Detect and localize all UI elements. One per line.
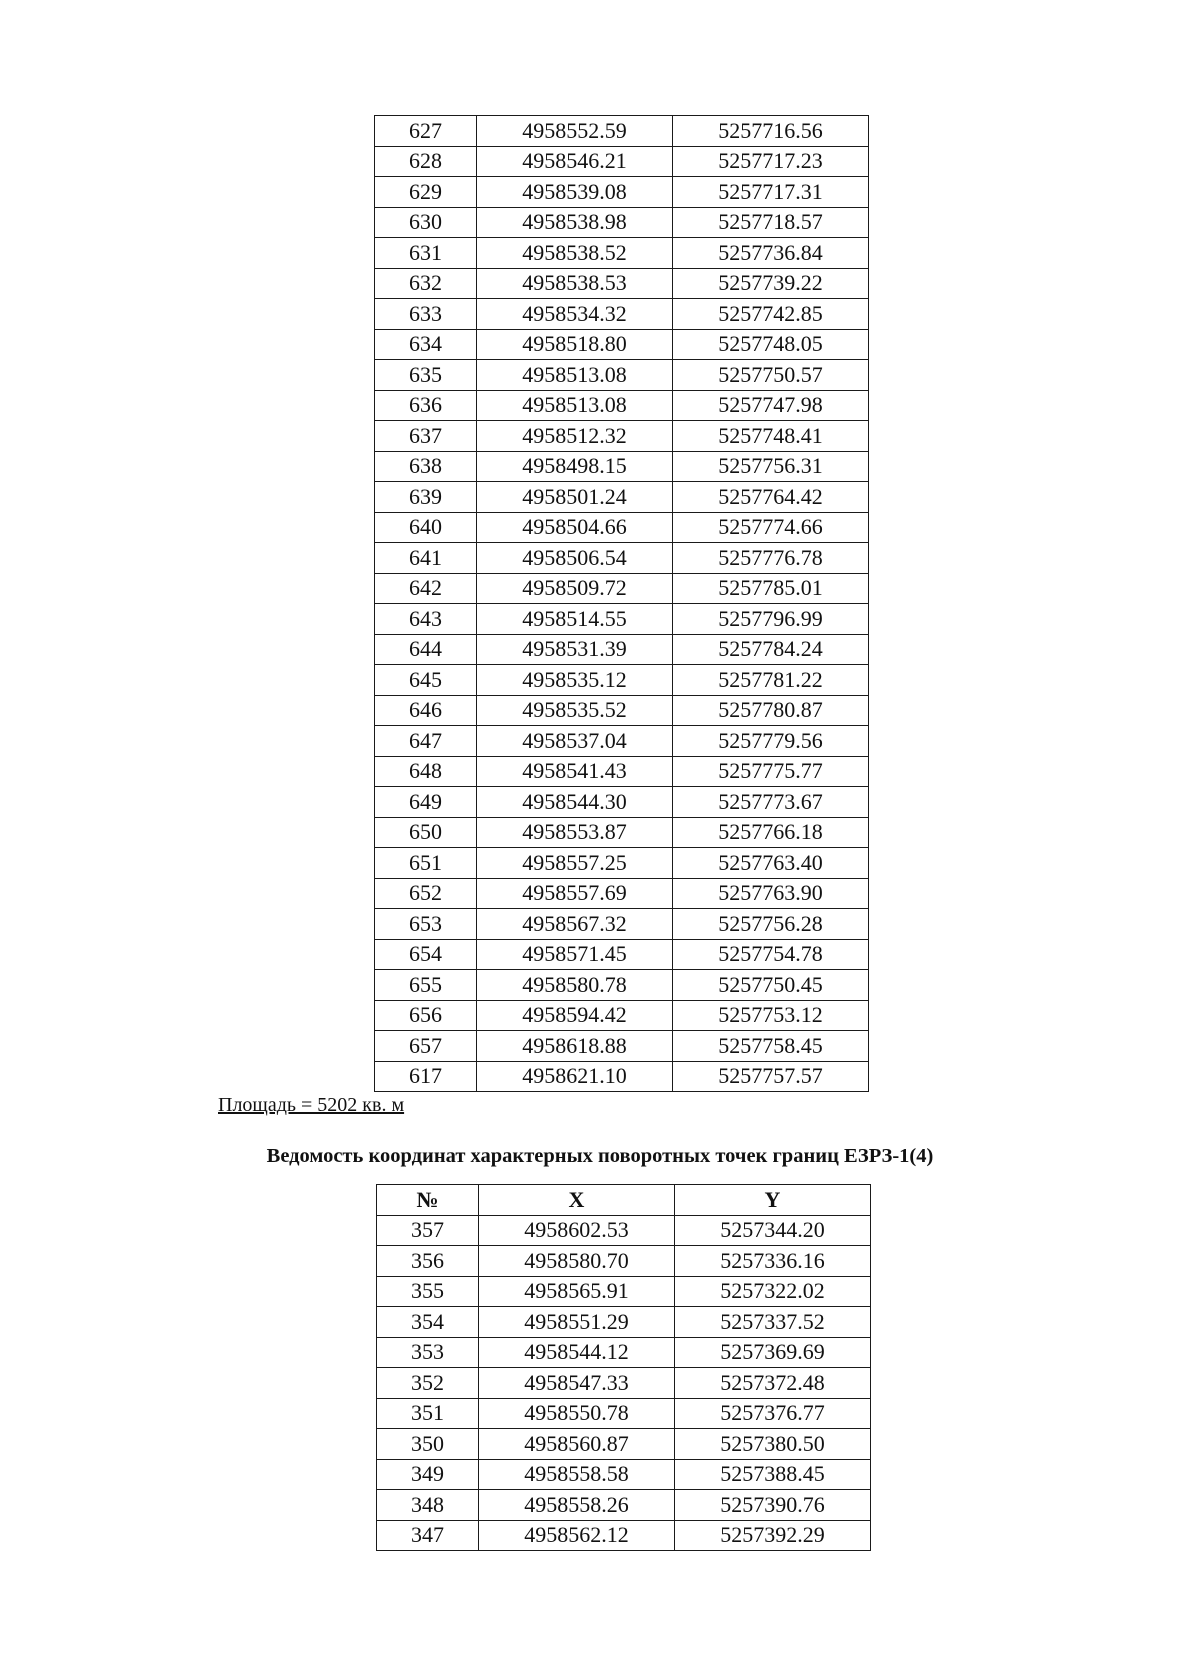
point-number-cell: 637	[375, 421, 477, 452]
x-coordinate-cell: 4958547.33	[479, 1368, 675, 1399]
x-coordinate-cell: 4958571.45	[477, 939, 673, 970]
x-coordinate-cell: 4958580.78	[477, 970, 673, 1001]
table-header	[377, 1185, 871, 1216]
point-number-cell: 651	[375, 848, 477, 879]
y-coordinate-cell: 5257757.57	[673, 1061, 869, 1092]
y-coordinate-cell: 5257780.87	[673, 695, 869, 726]
y-coordinate-cell: 5257775.77	[673, 756, 869, 787]
y-coordinate-cell: 5257773.67	[673, 787, 869, 818]
y-coordinate-cell: 5257750.57	[673, 360, 869, 391]
x-coordinate-cell: 4958506.54	[477, 543, 673, 574]
y-coordinate-cell: 5257392.29	[675, 1520, 871, 1551]
table-row	[375, 116, 869, 147]
point-number-cell: 353	[377, 1337, 479, 1368]
table-row	[375, 970, 869, 1001]
table-row	[375, 1031, 869, 1062]
point-number-cell: 635	[375, 360, 477, 391]
table-row	[375, 1000, 869, 1031]
point-number-cell: 638	[375, 451, 477, 482]
x-coordinate-cell: 4958558.58	[479, 1459, 675, 1490]
point-number-cell: 352	[377, 1368, 479, 1399]
y-coordinate-cell: 5257739.22	[673, 268, 869, 299]
x-coordinate-cell: 4958621.10	[477, 1061, 673, 1092]
point-number-cell: 349	[377, 1459, 479, 1490]
y-coordinate-cell: 5257774.66	[673, 512, 869, 543]
x-coordinate-cell: 4958594.42	[477, 1000, 673, 1031]
y-coordinate-cell: 5257372.48	[675, 1368, 871, 1399]
point-number-cell: 351	[377, 1398, 479, 1429]
point-number-cell: 632	[375, 268, 477, 299]
point-number-cell: 650	[375, 817, 477, 848]
point-number-cell: 617	[375, 1061, 477, 1092]
table-row	[375, 329, 869, 360]
table-row	[377, 1276, 871, 1307]
y-coordinate-cell: 5257763.40	[673, 848, 869, 879]
x-coordinate-cell: 4958558.26	[479, 1490, 675, 1521]
y-coordinate-cell: 5257776.78	[673, 543, 869, 574]
y-coordinate-cell: 5257380.50	[675, 1429, 871, 1460]
table-header-row	[377, 1185, 871, 1216]
table-row	[375, 634, 869, 665]
point-number-cell: 355	[377, 1276, 479, 1307]
x-coordinate-cell: 4958552.59	[477, 116, 673, 147]
x-coordinate-cell: 4958537.04	[477, 726, 673, 757]
x-coordinate-cell: 4958514.55	[477, 604, 673, 635]
y-coordinate-cell: 5257390.76	[675, 1490, 871, 1521]
table-row	[375, 695, 869, 726]
point-number-cell: 641	[375, 543, 477, 574]
table-row	[375, 817, 869, 848]
x-coordinate-cell: 4958565.91	[479, 1276, 675, 1307]
table-row	[377, 1459, 871, 1490]
table-row	[375, 177, 869, 208]
table-row	[377, 1337, 871, 1368]
y-coordinate-cell: 5257763.90	[673, 878, 869, 909]
y-coordinate-cell: 5257781.22	[673, 665, 869, 696]
table-row	[375, 848, 869, 879]
y-coordinate-cell: 5257785.01	[673, 573, 869, 604]
point-number-cell: 656	[375, 1000, 477, 1031]
y-coordinate-cell: 5257376.77	[675, 1398, 871, 1429]
x-coordinate-cell: 4958501.24	[477, 482, 673, 513]
x-coordinate-cell: 4958557.69	[477, 878, 673, 909]
y-coordinate-cell: 5257369.69	[675, 1337, 871, 1368]
y-coordinate-cell: 5257753.12	[673, 1000, 869, 1031]
y-coordinate-cell: 5257779.56	[673, 726, 869, 757]
point-number-cell: 628	[375, 146, 477, 177]
y-coordinate-cell: 5257344.20	[675, 1215, 871, 1246]
table-row	[377, 1368, 871, 1399]
table-row	[377, 1307, 871, 1338]
point-number-cell: 642	[375, 573, 477, 604]
point-number-cell: 357	[377, 1215, 479, 1246]
y-coordinate-cell: 5257337.52	[675, 1307, 871, 1338]
table-row	[375, 1061, 869, 1092]
table-row	[375, 726, 869, 757]
point-number-cell: 627	[375, 116, 477, 147]
x-coordinate-cell: 4958580.70	[479, 1246, 675, 1277]
table-row	[375, 238, 869, 269]
y-coordinate-cell: 5257747.98	[673, 390, 869, 421]
table-row	[377, 1246, 871, 1277]
table-row	[375, 939, 869, 970]
x-coordinate-cell: 4958498.15	[477, 451, 673, 482]
x-coordinate-cell: 4958504.66	[477, 512, 673, 543]
point-number-cell: 629	[375, 177, 477, 208]
table-row	[377, 1490, 871, 1521]
y-coordinate-cell: 5257736.84	[673, 238, 869, 269]
y-coordinate-cell: 5257336.16	[675, 1246, 871, 1277]
x-coordinate-cell: 4958538.98	[477, 207, 673, 238]
point-number-cell: 646	[375, 695, 477, 726]
point-number-cell: 655	[375, 970, 477, 1001]
table-row	[375, 604, 869, 635]
point-number-cell: 648	[375, 756, 477, 787]
y-coordinate-cell: 5257718.57	[673, 207, 869, 238]
table-row	[375, 482, 869, 513]
x-coordinate-cell: 4958553.87	[477, 817, 673, 848]
y-coordinate-cell: 5257322.02	[675, 1276, 871, 1307]
y-coordinate-cell: 5257766.18	[673, 817, 869, 848]
x-coordinate-cell: 4958551.29	[479, 1307, 675, 1338]
y-coordinate-cell: 5257717.31	[673, 177, 869, 208]
y-coordinate-cell: 5257754.78	[673, 939, 869, 970]
x-coordinate-cell: 4958546.21	[477, 146, 673, 177]
y-coordinate-cell: 5257388.45	[675, 1459, 871, 1490]
ezrz-coordinates-table	[376, 1184, 871, 1551]
point-number-cell: 636	[375, 390, 477, 421]
table-row	[375, 360, 869, 391]
point-number-cell: 633	[375, 299, 477, 330]
table-row	[375, 299, 869, 330]
y-coordinate-cell: 5257756.28	[673, 909, 869, 940]
point-number-cell: 347	[377, 1520, 479, 1551]
header-y: Y	[675, 1185, 871, 1216]
table-row	[377, 1215, 871, 1246]
x-coordinate-cell: 4958509.72	[477, 573, 673, 604]
point-number-cell: 644	[375, 634, 477, 665]
point-number-cell: 647	[375, 726, 477, 757]
y-coordinate-cell: 5257742.85	[673, 299, 869, 330]
x-coordinate-cell: 4958513.08	[477, 360, 673, 391]
y-coordinate-cell: 5257748.05	[673, 329, 869, 360]
x-coordinate-cell: 4958618.88	[477, 1031, 673, 1062]
table-row	[375, 268, 869, 299]
point-number-cell: 654	[375, 939, 477, 970]
header-x: X	[479, 1185, 675, 1216]
table-row	[375, 909, 869, 940]
table-row	[375, 512, 869, 543]
y-coordinate-cell: 5257717.23	[673, 146, 869, 177]
x-coordinate-cell: 4958560.87	[479, 1429, 675, 1460]
y-coordinate-cell: 5257796.99	[673, 604, 869, 635]
table-row	[375, 421, 869, 452]
coordinates-table-body	[375, 116, 869, 1092]
point-number-cell: 640	[375, 512, 477, 543]
y-coordinate-cell: 5257758.45	[673, 1031, 869, 1062]
y-coordinate-cell: 5257784.24	[673, 634, 869, 665]
table-row	[375, 543, 869, 574]
section-title: Ведомость координат характерных поворотных точек границ ЕЗРЗ-1(4)	[266, 1145, 934, 1167]
y-coordinate-cell: 5257750.45	[673, 970, 869, 1001]
area-total-text: Площадь = 5202 кв. м	[218, 1094, 405, 1116]
x-coordinate-cell: 4958562.12	[479, 1520, 675, 1551]
point-number-cell: 354	[377, 1307, 479, 1338]
point-number-cell: 653	[375, 909, 477, 940]
x-coordinate-cell: 4958567.32	[477, 909, 673, 940]
point-number-cell: 657	[375, 1031, 477, 1062]
x-coordinate-cell: 4958544.30	[477, 787, 673, 818]
x-coordinate-cell: 4958550.78	[479, 1398, 675, 1429]
header-number: №	[377, 1185, 479, 1216]
point-number-cell: 631	[375, 238, 477, 269]
coordinates-table-continued	[374, 115, 869, 1092]
point-number-cell: 356	[377, 1246, 479, 1277]
point-number-cell: 645	[375, 665, 477, 696]
table-row	[375, 878, 869, 909]
table-row	[375, 787, 869, 818]
ezrz-table-body	[377, 1215, 871, 1551]
table-row	[375, 207, 869, 238]
point-number-cell: 348	[377, 1490, 479, 1521]
x-coordinate-cell: 4958557.25	[477, 848, 673, 879]
table-row	[375, 665, 869, 696]
point-number-cell: 634	[375, 329, 477, 360]
y-coordinate-cell: 5257764.42	[673, 482, 869, 513]
table-row	[375, 756, 869, 787]
table-row	[375, 573, 869, 604]
x-coordinate-cell: 4958539.08	[477, 177, 673, 208]
x-coordinate-cell: 4958531.39	[477, 634, 673, 665]
table-row	[377, 1429, 871, 1460]
x-coordinate-cell: 4958538.53	[477, 268, 673, 299]
x-coordinate-cell: 4958535.12	[477, 665, 673, 696]
x-coordinate-cell: 4958535.52	[477, 695, 673, 726]
table-row	[377, 1520, 871, 1551]
table-row	[377, 1398, 871, 1429]
x-coordinate-cell: 4958518.80	[477, 329, 673, 360]
table-row	[375, 146, 869, 177]
y-coordinate-cell: 5257748.41	[673, 421, 869, 452]
x-coordinate-cell: 4958513.08	[477, 390, 673, 421]
point-number-cell: 643	[375, 604, 477, 635]
x-coordinate-cell: 4958512.32	[477, 421, 673, 452]
x-coordinate-cell: 4958602.53	[479, 1215, 675, 1246]
x-coordinate-cell: 4958538.52	[477, 238, 673, 269]
x-coordinate-cell: 4958544.12	[479, 1337, 675, 1368]
point-number-cell: 649	[375, 787, 477, 818]
point-number-cell: 630	[375, 207, 477, 238]
point-number-cell: 639	[375, 482, 477, 513]
table-row	[375, 390, 869, 421]
table-row	[375, 451, 869, 482]
point-number-cell: 652	[375, 878, 477, 909]
y-coordinate-cell: 5257756.31	[673, 451, 869, 482]
y-coordinate-cell: 5257716.56	[673, 116, 869, 147]
x-coordinate-cell: 4958534.32	[477, 299, 673, 330]
x-coordinate-cell: 4958541.43	[477, 756, 673, 787]
point-number-cell: 350	[377, 1429, 479, 1460]
